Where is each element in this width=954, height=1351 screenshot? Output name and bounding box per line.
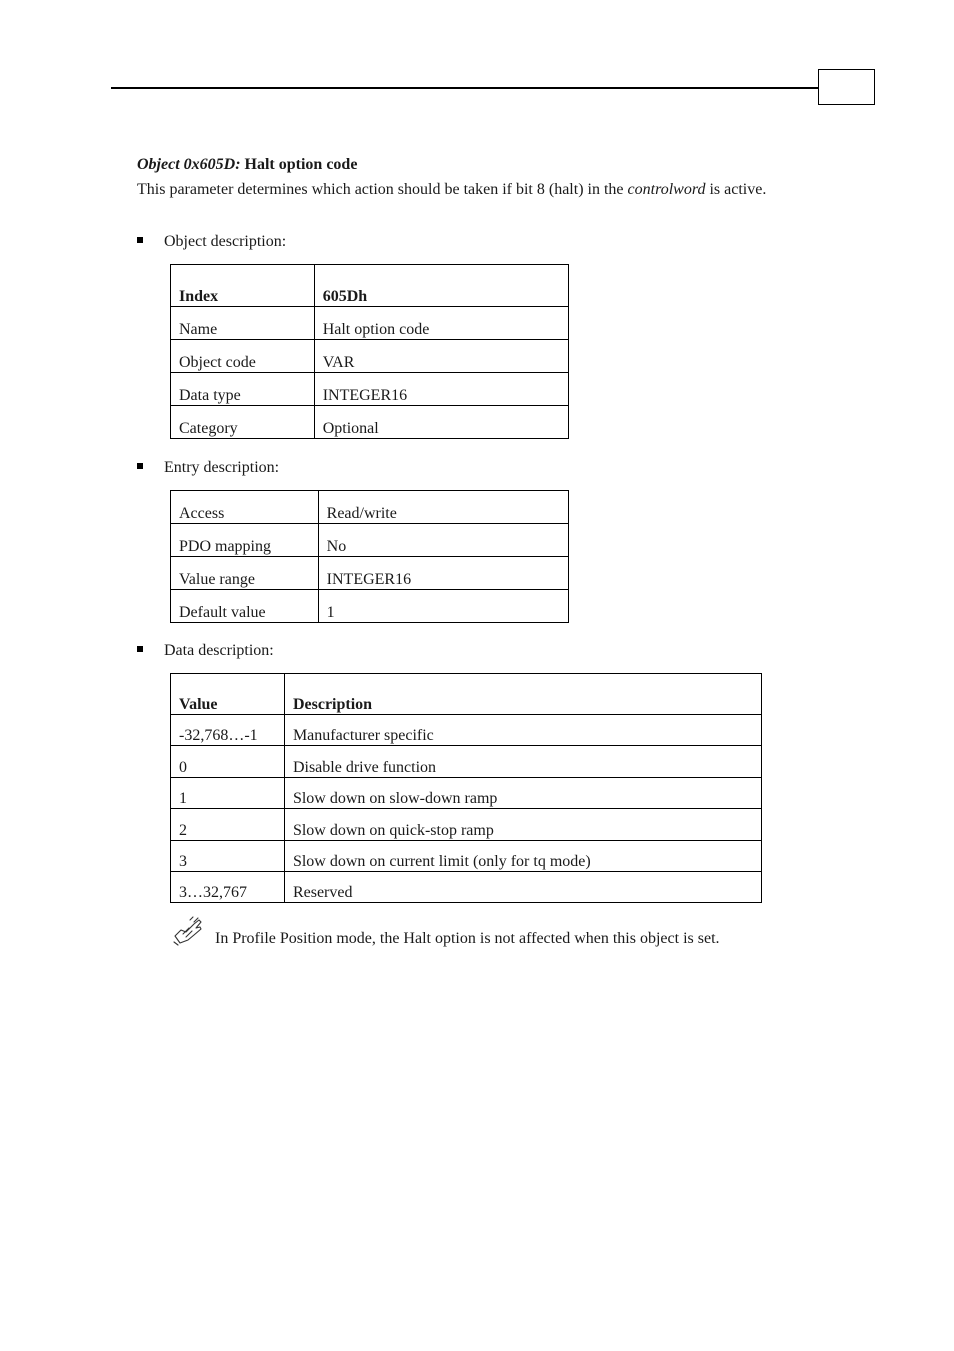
bullet-data-description (137, 642, 274, 660)
table-row (171, 872, 762, 903)
table-cell: Halt option code (314, 307, 568, 340)
bullet-entry-description (137, 459, 279, 477)
object-title: Halt option code (244, 156, 358, 173)
table-cell: Reserved (284, 872, 761, 903)
table-cell: Optional (314, 406, 568, 439)
table-cell: Data type (171, 373, 315, 406)
table-cell: Disable drive function (284, 746, 761, 778)
table-cell: 2 (171, 809, 285, 841)
table-cell: 1 (171, 778, 285, 809)
table-row (171, 809, 762, 841)
table-row (171, 841, 762, 872)
table-row (171, 746, 762, 778)
object-label: Object 0x605D: (137, 156, 241, 173)
table-header-cell: Description (284, 674, 761, 715)
table-cell: 0 (171, 746, 285, 778)
table-cell: VAR (314, 340, 568, 373)
table-cell: Value range (171, 557, 319, 590)
table-row (171, 307, 569, 340)
header-rule (111, 87, 819, 89)
table-row (171, 491, 569, 524)
table-header-cell: Value (171, 674, 285, 715)
table-row (171, 406, 569, 439)
bullet-object-description (137, 233, 286, 251)
table-cell: Index (171, 265, 315, 307)
table-header-row (171, 674, 762, 715)
table-row (171, 778, 762, 809)
table-cell: INTEGER16 (318, 557, 568, 590)
table-cell: 3…32,767 (171, 872, 285, 903)
intro-paragraph (137, 178, 827, 201)
table-cell: Slow down on current limit (only for tq mode) (284, 841, 761, 872)
bullet-label: Entry description: (164, 459, 280, 476)
table-cell: 1 (318, 590, 568, 623)
page-number-box (818, 69, 875, 105)
object-description-table (170, 264, 569, 439)
table-cell: Access (171, 491, 319, 524)
table-row (171, 557, 569, 590)
intro-text-before: This parameter determines which action should be taken if bit 8 (halt) in the (137, 181, 628, 198)
table-cell: Slow down on slow-down ramp (284, 778, 761, 809)
table-cell: Default value (171, 590, 319, 623)
table-cell: Name (171, 307, 315, 340)
table-cell: PDO mapping (171, 524, 319, 557)
section-heading (137, 156, 357, 174)
table-row (171, 715, 762, 746)
bullet-marker (137, 463, 143, 469)
intro-italic-word: controlword (627, 181, 706, 198)
table-cell: 3 (171, 841, 285, 872)
bullet-marker (137, 646, 143, 652)
table-cell: Manufacturer specific (284, 715, 761, 746)
table-row (171, 590, 569, 623)
entry-description-table (170, 490, 569, 623)
table-cell: Object code (171, 340, 315, 373)
note-text: In Profile Position mode, the Halt option is not affected when this object is set. (215, 930, 720, 947)
bullet-label: Data description: (164, 642, 274, 659)
table-row (171, 265, 569, 307)
bullet-marker (137, 237, 143, 243)
table-cell: -32,768…-1 (171, 715, 285, 746)
table-cell: Category (171, 406, 315, 439)
intro-text-after: is active. (705, 181, 767, 198)
table-cell: No (318, 524, 568, 557)
data-description-table (170, 673, 762, 903)
note-hand-icon (172, 916, 204, 946)
table-row (171, 373, 569, 406)
table-row (171, 524, 569, 557)
table-cell: Read/write (318, 491, 568, 524)
table-row (171, 340, 569, 373)
table-cell: Slow down on quick-stop ramp (284, 809, 761, 841)
table-cell: INTEGER16 (314, 373, 568, 406)
table-cell: 605Dh (314, 265, 568, 307)
bullet-label: Object description: (164, 233, 287, 250)
